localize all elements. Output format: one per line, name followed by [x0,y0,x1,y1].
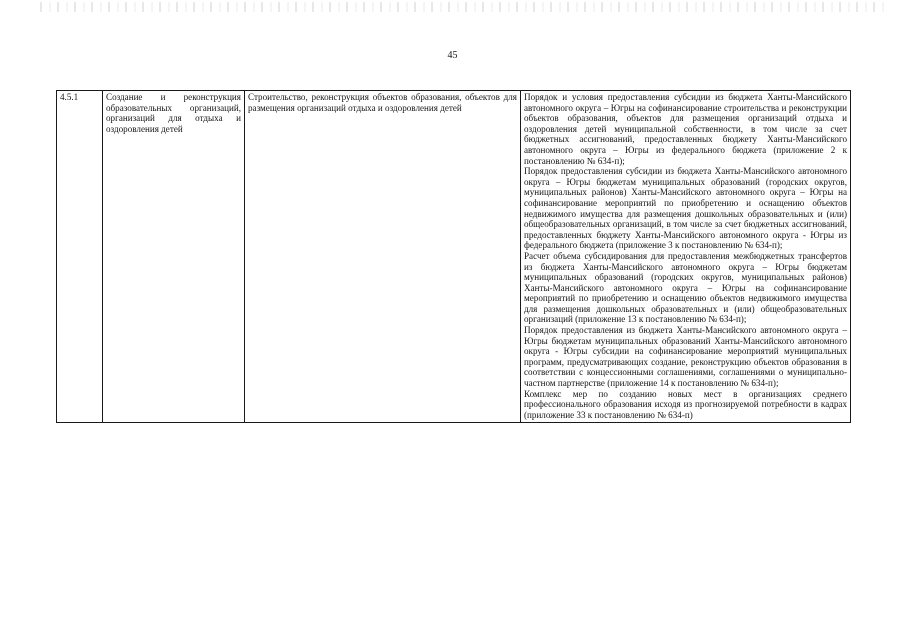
document-item: Расчет объема субсидирования для предоставления межбюджетных трансфертов из бюджета Ханты-Мансийского автономного округа – Югры бюджетам муниципальных образований (городских округов, муниципальных районов) Ханты-Мансийского автономного округа – Югры на софинансирование мероприятий по приобретению и оснащению объектов недвижимого имущества для размещения дошкольных образовательных и (или) общеобразовательных организаций (приложение 13 к постановлению № 634-п); [524,250,847,325]
activity-cell [245,91,521,423]
document-item: Комплекс мер по созданию новых мест в организациях среднего профессионального образования исходя из прогнозируемой потребности в кадрах (приложение 33 к постановлению № 634-п) [524,388,847,420]
documents-cell [521,91,851,423]
program-table [56,90,851,423]
document-item: Порядок предоставления субсидии из бюджета Ханты-Мансийского автономного округа – Югры бюджетам муниципальных образований (городских округов, муниципальных районов) Ханты-Мансийского автономного округа – Югры на софинансирование мероприятий по приобретению и оснащению объектов недвижимого имущества для размещения дошкольных образовательных и (или) общеобразовательных организаций, в том числе за счет бюджетных ассигнований, предоставленных бюджету Ханты-Мансийского автономного округа - Югры из федерального бюджета (приложение 3 к постановлению № 634-п); [524,166,847,251]
document-item: Порядок предоставления из бюджета Ханты-Мансийского автономного округа – Югры бюджетам муниципальных образований Ханты-Мансийского автономного округа - Югры субсидии на софинансирование мероприятий муниципальных программ, предусматривающих создание, реконструкцию объектов образования в соответствии с концессионными соглашениями, соглашениями о муниципально-частном партнерстве (приложение 14 к постановлению № 634-п); [524,325,847,389]
scan-artifact-strip [40,2,890,12]
measure-text: Создание и реконструкция образовательных организаций, организаций для отдыха и оздоровления детей [106,92,241,134]
activity-text: Строительство, реконструкция объектов образования, объектов для размещения организаций отдыха и оздоровления детей [248,92,517,113]
table-row [57,91,851,423]
measure-cell [103,91,245,423]
row-number: 4.5.1 [60,92,79,102]
row-number-cell [57,91,103,423]
document-item: Порядок и условия предоставления субсидии из бюджета Ханты-Мансийского автономного округа – Югры на софинансирование строительства и реконструкции объектов образования, объектов для размещения организаций отдыха и оздоровления детей муниципальной собственности, в том числе за счет бюджетных ассигнований, предоставленных бюджету Ханты-Мансийского автономного округа – Югры из федерального бюджета (приложение 2 к постановлению № 634-п); [524,92,847,166]
page-number: 45 [447,50,458,61]
